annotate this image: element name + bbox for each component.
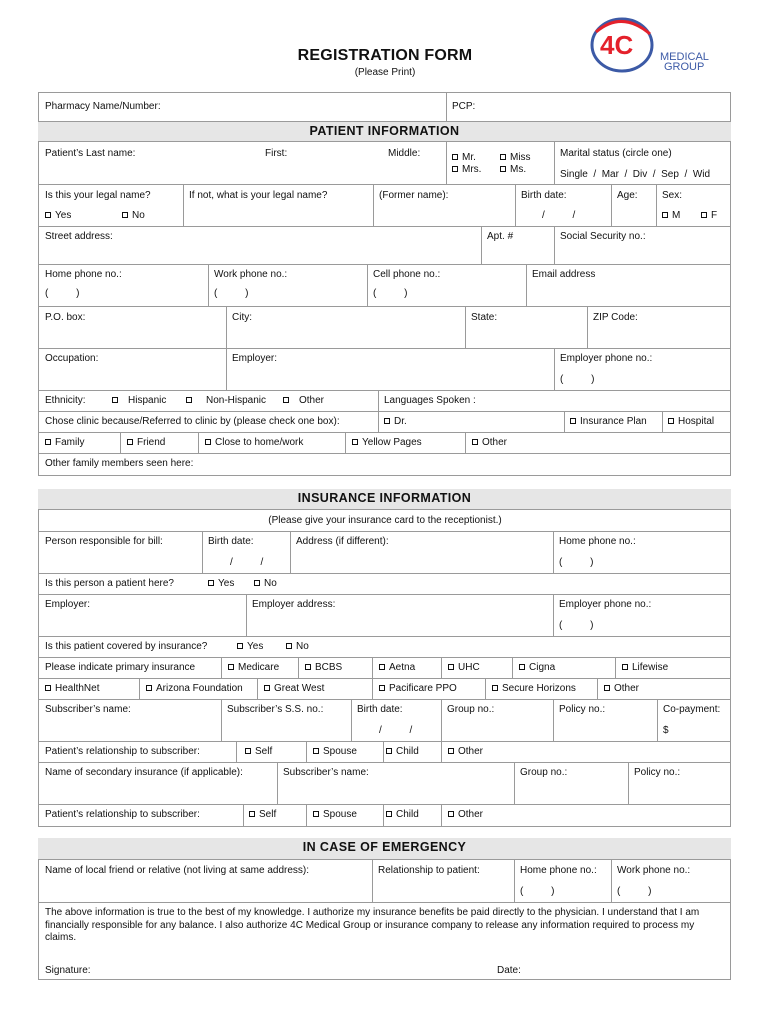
legal-yes-checkbox[interactable] <box>45 210 71 222</box>
other-label: Other <box>614 683 640 694</box>
marital-options[interactable]: Single / Mar / Div / Sep / Wid <box>560 169 711 180</box>
address-if-different-label: Address (if different): <box>296 536 389 547</box>
insurance-plan-checkbox[interactable] <box>570 416 647 428</box>
subscriber-birth-label: Birth date: <box>357 704 403 715</box>
row-divider <box>553 699 554 741</box>
other-label: Other <box>458 809 484 820</box>
row-line <box>38 741 731 742</box>
logo-mark: 4C <box>600 30 634 60</box>
insurer-other-checkbox[interactable] <box>604 683 639 695</box>
pacificare-checkbox[interactable] <box>379 683 457 695</box>
row-divider <box>226 306 227 348</box>
legal-no-checkbox[interactable] <box>122 210 145 222</box>
row-divider <box>441 741 442 762</box>
checkbox-icon <box>122 212 128 218</box>
referral-other-checkbox[interactable] <box>472 437 507 449</box>
row-divider <box>446 142 447 184</box>
secure-horizons-label: Secure Horizons <box>502 683 576 694</box>
checkbox-icon <box>127 439 133 445</box>
checkbox-icon <box>286 643 292 649</box>
row-divider <box>298 657 299 678</box>
row-line <box>38 573 731 574</box>
bcbs-label: BCBS <box>315 662 343 673</box>
row-divider <box>372 678 373 699</box>
row-divider <box>514 762 515 804</box>
self-label: Self <box>255 746 273 757</box>
ms-checkbox[interactable] <box>500 164 526 176</box>
row-divider <box>202 531 203 573</box>
row-divider <box>465 432 466 453</box>
spouse-label: Spouse <box>323 809 357 820</box>
row-divider <box>554 226 555 264</box>
row-divider <box>243 804 244 827</box>
checkbox-icon <box>472 439 478 445</box>
row-divider <box>351 699 352 741</box>
row-line <box>38 699 731 700</box>
family-label: Family <box>55 437 85 448</box>
apt-label: Apt. # <box>487 231 514 242</box>
row-divider <box>553 594 554 636</box>
resp-birth-date-slashes[interactable]: / / <box>230 557 264 568</box>
row-divider <box>485 678 486 699</box>
row-divider <box>441 657 442 678</box>
work-phone-label: Work phone no.: <box>214 269 288 280</box>
checkbox-icon <box>500 154 506 160</box>
row-divider <box>120 432 121 453</box>
uhc-label: UHC <box>458 662 480 673</box>
sex-label: Sex: <box>662 190 683 201</box>
employer-address-label: Employer address: <box>252 599 336 610</box>
child-label: Child <box>396 746 419 757</box>
chose-clinic-label: Chose clinic because/Referred to clinic by (please check one box): <box>45 416 340 427</box>
row-line <box>38 678 731 679</box>
row-divider <box>657 699 658 741</box>
row-divider <box>373 184 374 226</box>
no-label: No <box>296 641 309 652</box>
row-divider <box>383 741 384 762</box>
great-west-label: Great West <box>274 683 325 694</box>
employer-label: Employer: <box>232 353 278 364</box>
checkbox-icon <box>448 811 454 817</box>
child-label: Child <box>396 809 419 820</box>
legal-name-question: Is this your legal name? <box>45 190 151 201</box>
other-label: Other <box>482 437 508 448</box>
row-line <box>38 184 731 185</box>
checkbox-icon <box>45 685 51 691</box>
f-label: F <box>711 210 718 221</box>
lifewise-checkbox[interactable] <box>622 662 668 674</box>
spouse-checkbox[interactable] <box>313 746 357 758</box>
pacificare-label: Pacificare PPO <box>389 683 457 694</box>
checkbox-icon <box>386 811 392 817</box>
row-line <box>38 306 731 307</box>
row-divider <box>662 411 663 432</box>
spouse-label: Spouse <box>323 746 357 757</box>
insurance-info-heading: INSURANCE INFORMATION <box>38 489 731 510</box>
ins-employer-label: Employer: <box>45 599 91 610</box>
row-divider <box>564 411 565 432</box>
marital-status-label: Marital status (circle one) <box>560 148 672 159</box>
former-name-label: (Former name): <box>379 190 449 201</box>
ethnicity-label: Ethnicity: <box>45 395 86 406</box>
cell-phone-paren[interactable]: ( ) <box>373 288 408 299</box>
hispanic-label: Hispanic <box>128 395 167 406</box>
lifewise-label: Lifewise <box>632 662 669 673</box>
row-divider <box>378 411 379 432</box>
row-line <box>38 411 731 412</box>
covered-question: Is this patient covered by insurance? <box>45 641 208 652</box>
email-label: Email address <box>532 269 596 280</box>
mrs-label: Mrs. <box>462 164 482 175</box>
work-phone-paren[interactable]: ( ) <box>214 288 249 299</box>
friend-label: Friend <box>137 437 166 448</box>
mrs-checkbox[interactable] <box>452 164 481 176</box>
yellow-pages-checkbox[interactable] <box>352 437 422 449</box>
row-line <box>38 636 731 637</box>
authorization-statement: The above information is true to the best of my knowledge. I authorize my insurance benefits be paid directly to the physician. I understand that I am financially responsible for any balance. I also authorize 4C Medical Group or insurance company to release any information required to process my claims. <box>45 907 700 943</box>
checkbox-icon <box>701 212 707 218</box>
street-address-label: Street address: <box>45 231 113 242</box>
form-title: REGISTRATION FORM <box>297 47 473 64</box>
row-divider <box>290 531 291 573</box>
child-checkbox[interactable] <box>386 746 419 758</box>
secondary-subscriber-label: Subscriber’s name: <box>283 767 369 778</box>
row-divider <box>611 860 612 902</box>
checkbox-icon <box>254 580 260 586</box>
non-hispanic-checkbox[interactable] <box>186 395 266 407</box>
checkbox-icon <box>264 685 270 691</box>
row-divider <box>628 762 629 804</box>
row-divider <box>597 678 598 699</box>
row-divider <box>611 184 612 226</box>
no-label: No <box>264 578 277 589</box>
emergency-work-phone-label: Work phone no.: <box>617 865 691 876</box>
row-divider <box>372 860 373 902</box>
row-divider <box>656 184 657 226</box>
checkbox-icon <box>228 664 234 670</box>
row-line <box>38 264 731 265</box>
form-subtitle: (Please Print) <box>354 67 416 78</box>
checkbox-icon <box>379 664 385 670</box>
resp-birth-date-label: Birth date: <box>208 536 254 547</box>
patient-info-heading: PATIENT INFORMATION <box>38 121 731 142</box>
cigna-label: Cigna <box>529 662 556 673</box>
row-line <box>38 531 731 532</box>
secondary-insurance-label: Name of secondary insurance (if applicable): <box>45 767 243 778</box>
row-line <box>38 594 731 595</box>
row-divider <box>378 390 379 411</box>
checkbox-icon <box>283 397 289 403</box>
middle-name-label: Middle: <box>388 148 421 159</box>
is-patient-question: Is this person a patient here? <box>45 578 174 589</box>
yellow-pages-label: Yellow Pages <box>362 437 422 448</box>
arizona-checkbox[interactable] <box>146 683 243 695</box>
checkbox-icon <box>452 154 458 160</box>
covered-yes-checkbox[interactable] <box>237 641 263 653</box>
checkbox-icon <box>305 664 311 670</box>
relationship2-other-checkbox[interactable] <box>448 809 483 821</box>
is-patient-yes-checkbox[interactable] <box>208 578 234 590</box>
medicare-label: Medicare <box>238 662 280 673</box>
spouse2-checkbox[interactable] <box>313 809 357 821</box>
row-divider <box>512 657 513 678</box>
cell-phone-label: Cell phone no.: <box>373 269 441 280</box>
bcbs-checkbox[interactable] <box>305 662 342 674</box>
birth-date-label: Birth date: <box>521 190 567 201</box>
last-name-label: Patient’s Last name: <box>45 148 136 159</box>
checkbox-icon <box>313 748 319 754</box>
row-line <box>38 804 731 805</box>
subscriber-name-label: Subscriber’s name: <box>45 704 131 715</box>
secondary-group-label: Group no.: <box>520 767 568 778</box>
ethnicity-other-checkbox[interactable] <box>283 395 324 407</box>
occupation-label: Occupation: <box>45 353 99 364</box>
employer-phone-paren[interactable]: ( ) <box>560 374 595 385</box>
home-phone-paren[interactable]: ( ) <box>45 288 80 299</box>
ssn-label: Social Security no.: <box>560 231 646 242</box>
resp-home-phone-paren[interactable]: ( ) <box>559 557 594 568</box>
row-line <box>38 390 731 391</box>
checkbox-icon <box>662 212 668 218</box>
friend-checkbox[interactable] <box>127 437 165 449</box>
row-divider <box>198 432 199 453</box>
age-label: Age: <box>617 190 638 201</box>
checkbox-icon <box>500 166 506 172</box>
checkbox-icon <box>45 439 51 445</box>
row-divider <box>526 264 527 306</box>
medicare-checkbox[interactable] <box>228 662 279 674</box>
subscriber-birth-slashes[interactable]: / / <box>379 725 413 736</box>
person-responsible-label: Person responsible for bill: <box>45 536 163 547</box>
other-label: Other <box>299 395 325 406</box>
secondary-policy-label: Policy no.: <box>634 767 681 778</box>
row-divider <box>465 306 466 348</box>
row-divider <box>553 531 554 573</box>
checkbox-icon <box>448 664 454 670</box>
checkbox-icon <box>492 685 498 691</box>
local-friend-label: Name of local friend or relative (not living at same address): <box>45 865 310 876</box>
checkbox-icon <box>249 811 255 817</box>
checkbox-icon <box>45 212 51 218</box>
m-label: M <box>672 210 681 221</box>
relationship2-label: Patient’s relationship to subscriber: <box>45 809 200 820</box>
relationship-other-checkbox[interactable] <box>448 746 483 758</box>
row-divider <box>514 860 515 902</box>
row-divider <box>554 142 555 184</box>
is-patient-no-checkbox[interactable] <box>254 578 277 590</box>
emergency-heading: IN CASE OF EMERGENCY <box>38 838 731 860</box>
checkbox-icon <box>384 418 390 424</box>
first-name-label: First: <box>265 148 288 159</box>
mr-checkbox[interactable] <box>452 152 476 164</box>
checkbox-icon <box>448 748 454 754</box>
healthnet-checkbox[interactable] <box>45 683 99 695</box>
row-divider <box>257 678 258 699</box>
row-divider <box>246 594 247 636</box>
signature-label[interactable]: Signature: <box>45 965 91 976</box>
logo-line2: GROUP <box>664 61 705 73</box>
subscriber-ss-label: Subscriber’s S.S. no.: <box>227 704 324 715</box>
home-phone-label: Home phone no.: <box>45 269 122 280</box>
checkbox-icon <box>570 418 576 424</box>
covered-no-checkbox[interactable] <box>286 641 309 653</box>
copayment-label: Co-payment: <box>663 704 721 715</box>
row-divider <box>515 184 516 226</box>
yes-label: Yes <box>55 210 72 221</box>
pcp-label: PCP: <box>452 101 476 112</box>
row-divider <box>587 306 588 348</box>
row-divider <box>221 699 222 741</box>
city-label: City: <box>232 312 252 323</box>
emergency-work-phone-paren[interactable]: ( ) <box>617 886 652 897</box>
insurance-plan-label: Insurance Plan <box>580 416 647 427</box>
row-divider <box>221 657 222 678</box>
child2-checkbox[interactable] <box>386 809 419 821</box>
row-line <box>38 348 731 349</box>
row-divider <box>481 226 482 264</box>
policy-no-label: Policy no.: <box>559 704 606 715</box>
miss-label: Miss <box>510 152 531 163</box>
checkbox-icon <box>205 439 211 445</box>
row-divider <box>139 678 140 699</box>
close-home-label: Close to home/work <box>215 437 304 448</box>
healthnet-label: HealthNet <box>55 683 100 694</box>
mr-label: Mr. <box>462 152 476 163</box>
row-divider <box>383 804 384 827</box>
emergency-home-phone-paren[interactable]: ( ) <box>520 886 555 897</box>
checkbox-icon <box>519 664 525 670</box>
self2-checkbox[interactable] <box>249 809 276 821</box>
aetna-label: Aetna <box>389 662 416 673</box>
checkbox-icon <box>245 748 251 754</box>
self-checkbox[interactable] <box>245 746 272 758</box>
row-divider <box>345 432 346 453</box>
non-hispanic-label: Non-Hispanic <box>206 395 267 406</box>
no-label: No <box>132 210 145 221</box>
birth-date-slashes[interactable]: / / <box>542 210 576 221</box>
date-label[interactable]: Date: <box>497 965 521 976</box>
great-west-checkbox[interactable] <box>264 683 324 695</box>
row-divider <box>441 699 442 741</box>
emergency-relationship-label: Relationship to patient: <box>378 865 480 876</box>
ms-label: Ms. <box>510 164 527 175</box>
ins-employer-phone-paren[interactable]: ( ) <box>559 620 594 631</box>
row-divider <box>183 184 184 226</box>
cigna-checkbox[interactable] <box>519 662 555 674</box>
checkbox-icon <box>208 580 214 586</box>
state-label: State: <box>471 312 498 323</box>
arizona-label: Arizona Foundation <box>156 683 243 694</box>
uhc-checkbox[interactable] <box>448 662 480 674</box>
checkbox-icon <box>386 748 392 754</box>
relationship-label: Patient’s relationship to subscriber: <box>45 746 200 757</box>
dr-checkbox[interactable] <box>384 416 407 428</box>
family-checkbox[interactable] <box>45 437 84 449</box>
checkbox-icon <box>604 685 610 691</box>
sex-m-checkbox[interactable] <box>662 210 680 222</box>
emergency-home-phone-label: Home phone no.: <box>520 865 597 876</box>
row-line <box>38 432 731 433</box>
row-line <box>38 657 731 658</box>
pharmacy-field[interactable] <box>446 92 447 121</box>
row-line <box>38 902 731 903</box>
checkbox-icon <box>186 397 192 403</box>
yes-label: Yes <box>247 641 264 652</box>
checkbox-icon <box>237 643 243 649</box>
miss-checkbox[interactable] <box>500 152 531 164</box>
checkbox-icon <box>146 685 152 691</box>
hispanic-checkbox[interactable] <box>112 395 166 407</box>
row-line <box>38 226 731 227</box>
if-not-legal-name-label: If not, what is your legal name? <box>189 190 328 201</box>
row-divider <box>306 741 307 762</box>
languages-label: Languages Spoken : <box>384 395 476 406</box>
hospital-checkbox[interactable] <box>668 416 714 428</box>
employer-phone-label: Employer phone no.: <box>560 353 653 364</box>
aetna-checkbox[interactable] <box>379 662 415 674</box>
other-family-label: Other family members seen here: <box>45 458 194 469</box>
row-divider <box>367 264 368 306</box>
primary-insurance-label: Please indicate primary insurance <box>45 662 196 673</box>
yes-label: Yes <box>218 578 235 589</box>
row-divider <box>208 264 209 306</box>
pharmacy-label: Pharmacy Name/Number: <box>45 101 161 112</box>
hospital-label: Hospital <box>678 416 715 427</box>
checkbox-icon <box>668 418 674 424</box>
checkbox-icon <box>379 685 385 691</box>
group-no-label: Group no.: <box>447 704 495 715</box>
row-divider <box>226 348 227 390</box>
other-label: Other <box>458 746 484 757</box>
row-divider <box>372 657 373 678</box>
self-label: Self <box>259 809 277 820</box>
medical-group-logo <box>588 14 718 76</box>
checkbox-icon <box>112 397 118 403</box>
row-divider <box>441 804 442 827</box>
row-divider <box>236 741 237 762</box>
row-divider <box>306 804 307 827</box>
sex-f-checkbox[interactable] <box>701 210 717 222</box>
close-home-checkbox[interactable] <box>205 437 303 449</box>
row-line <box>38 453 731 454</box>
logo-line1: MEDICAL <box>660 51 709 63</box>
checkbox-icon <box>313 811 319 817</box>
row-divider <box>554 348 555 390</box>
po-box-label: P.O. box: <box>45 312 86 323</box>
dollar-sign: $ <box>663 725 669 736</box>
resp-home-phone-label: Home phone no.: <box>559 536 636 547</box>
row-divider <box>615 657 616 678</box>
checkbox-icon <box>622 664 628 670</box>
ins-employer-phone-label: Employer phone no.: <box>559 599 652 610</box>
insurance-card-note: (Please give your insurance card to the receptionist.) <box>268 515 502 526</box>
checkbox-icon <box>452 166 458 172</box>
row-divider <box>277 762 278 804</box>
dr-label: Dr. <box>394 416 407 427</box>
zip-label: ZIP Code: <box>593 312 638 323</box>
checkbox-icon <box>352 439 358 445</box>
secure-horizons-checkbox[interactable] <box>492 683 576 695</box>
